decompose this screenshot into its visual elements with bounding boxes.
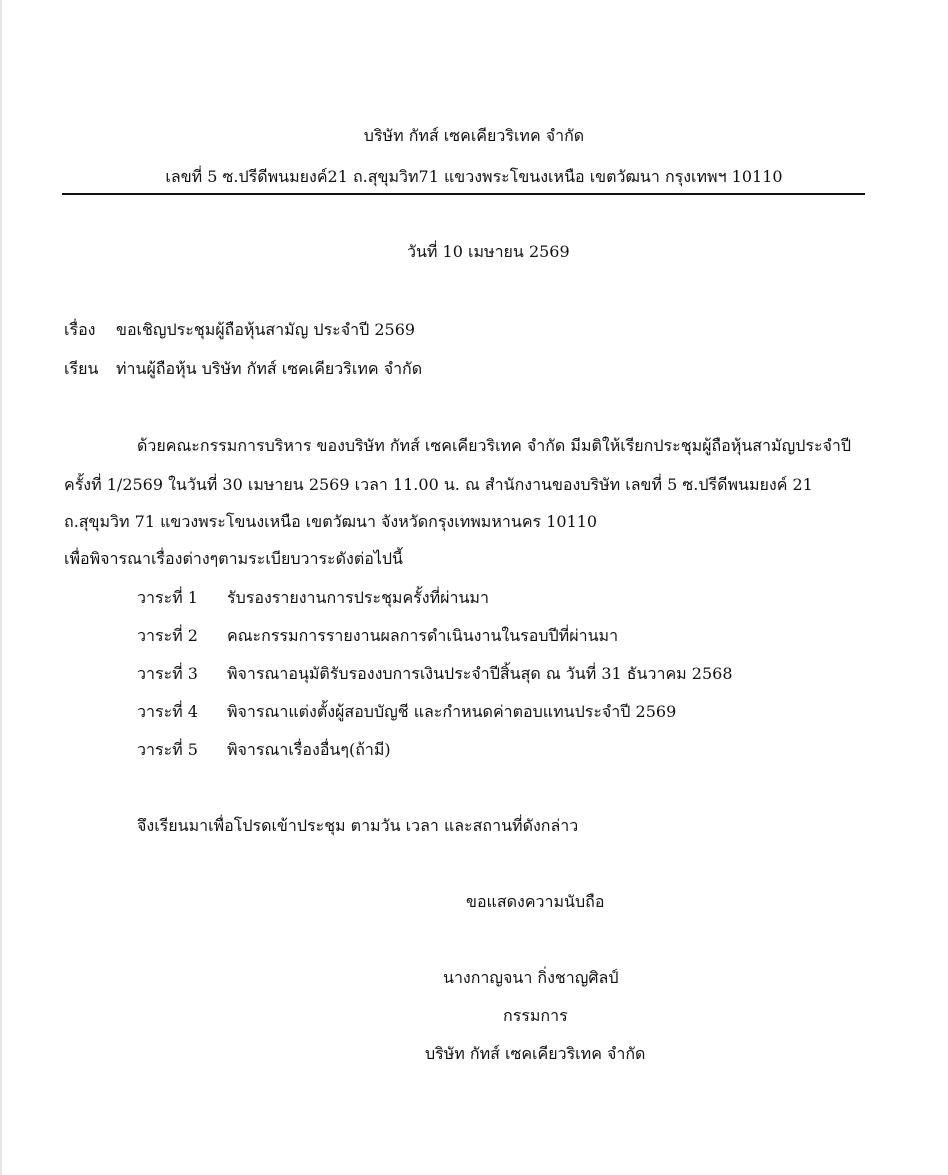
letter-date: วันที่ 10 เมษายน 2569: [407, 242, 570, 261]
subject-text: ขอเชิญประชุมผู้ถือหุ้นสามัญ ประจำปี 2569: [116, 320, 416, 339]
signature-name: นางกาญจนา กิ่งชาญศิลป์: [443, 968, 619, 987]
closing-line: จึงเรียนมาเพื่อโปรดเข้าประชุม ตามวัน เวลา และสถานที่ดังกล่าว: [137, 816, 579, 835]
agenda-text: คณะกรรมการรายงานผลการดำเนินงานในรอบปีที่ผ่านมา: [227, 626, 619, 645]
agenda-text: พิจารณาอนุมัติรับรองงบการเงินประจำปีสิ้นสุด ณ วันที่ 31 ธันวาคม 2568: [227, 664, 733, 683]
body-line-3: ถ.สุขุมวิท 71 แขวงพระโขนงเหนือ เขตวัฒนา จังหวัดกรุงเทพมหานคร 10110: [64, 512, 598, 531]
recipient-text: ท่านผู้ถือหุ้น บริษัท กัทส์ เซคเคียวริเทค จำกัด: [116, 359, 423, 378]
agenda-text: รับรองรายงานการประชุมครั้งที่ผ่านมา: [227, 588, 489, 607]
subject-label: เรื่อง: [64, 320, 96, 339]
signature-regards: ขอแสดงความนับถือ: [466, 892, 605, 911]
agenda-number: วาระที่ 5: [137, 740, 198, 759]
agenda-number: วาระที่ 2: [137, 626, 198, 645]
agenda-number: วาระที่ 1: [137, 588, 198, 607]
agenda-text: พิจารณาแต่งตั้งผู้สอบบัญชี และกำหนดค่าตอบแทนประจำปี 2569: [227, 702, 677, 721]
header-divider: [62, 193, 865, 195]
signature-position: กรรมการ: [503, 1006, 568, 1025]
company-name: บริษัท กัทส์ เซคเคียวริเทค จำกัด: [363, 126, 585, 145]
agenda-text: พิจารณาเรื่องอื่นๆ(ถ้ามี): [227, 740, 391, 759]
agenda-number: วาระที่ 4: [137, 702, 198, 721]
body-line-2: ครั้งที่ 1/2569 ในวันที่ 30 เมษายน 2569 เวลา 11.00 น. ณ สำนักงานของบริษัท เลขที่ 5 ซ.ปรีดีพนมยงค์ 21: [64, 475, 813, 494]
recipient-label: เรียน: [64, 359, 99, 378]
signature-company: บริษัท กัทส์ เซคเคียวริเทค จำกัด: [425, 1044, 646, 1063]
company-address: เลขที่ 5 ซ.ปรีดีพนมยงค์21 ถ.สุขุมวิท71 แขวงพระโขนงเหนือ เขตวัฒนา กรุงเทพฯ 10110: [165, 167, 783, 186]
body-line-4: เพื่อพิจารณาเรื่องต่างๆตามระเบียบวาระดังต่อไปนี้: [64, 549, 403, 568]
body-line-1: ด้วยคณะกรรมการบริหาร ของบริษัท กัทส์ เซคเคียวริเทค จำกัด มีมติให้เรียกประชุมผู้ถือหุ้นสามัญประจำปี: [137, 436, 852, 455]
agenda-number: วาระที่ 3: [137, 664, 198, 683]
